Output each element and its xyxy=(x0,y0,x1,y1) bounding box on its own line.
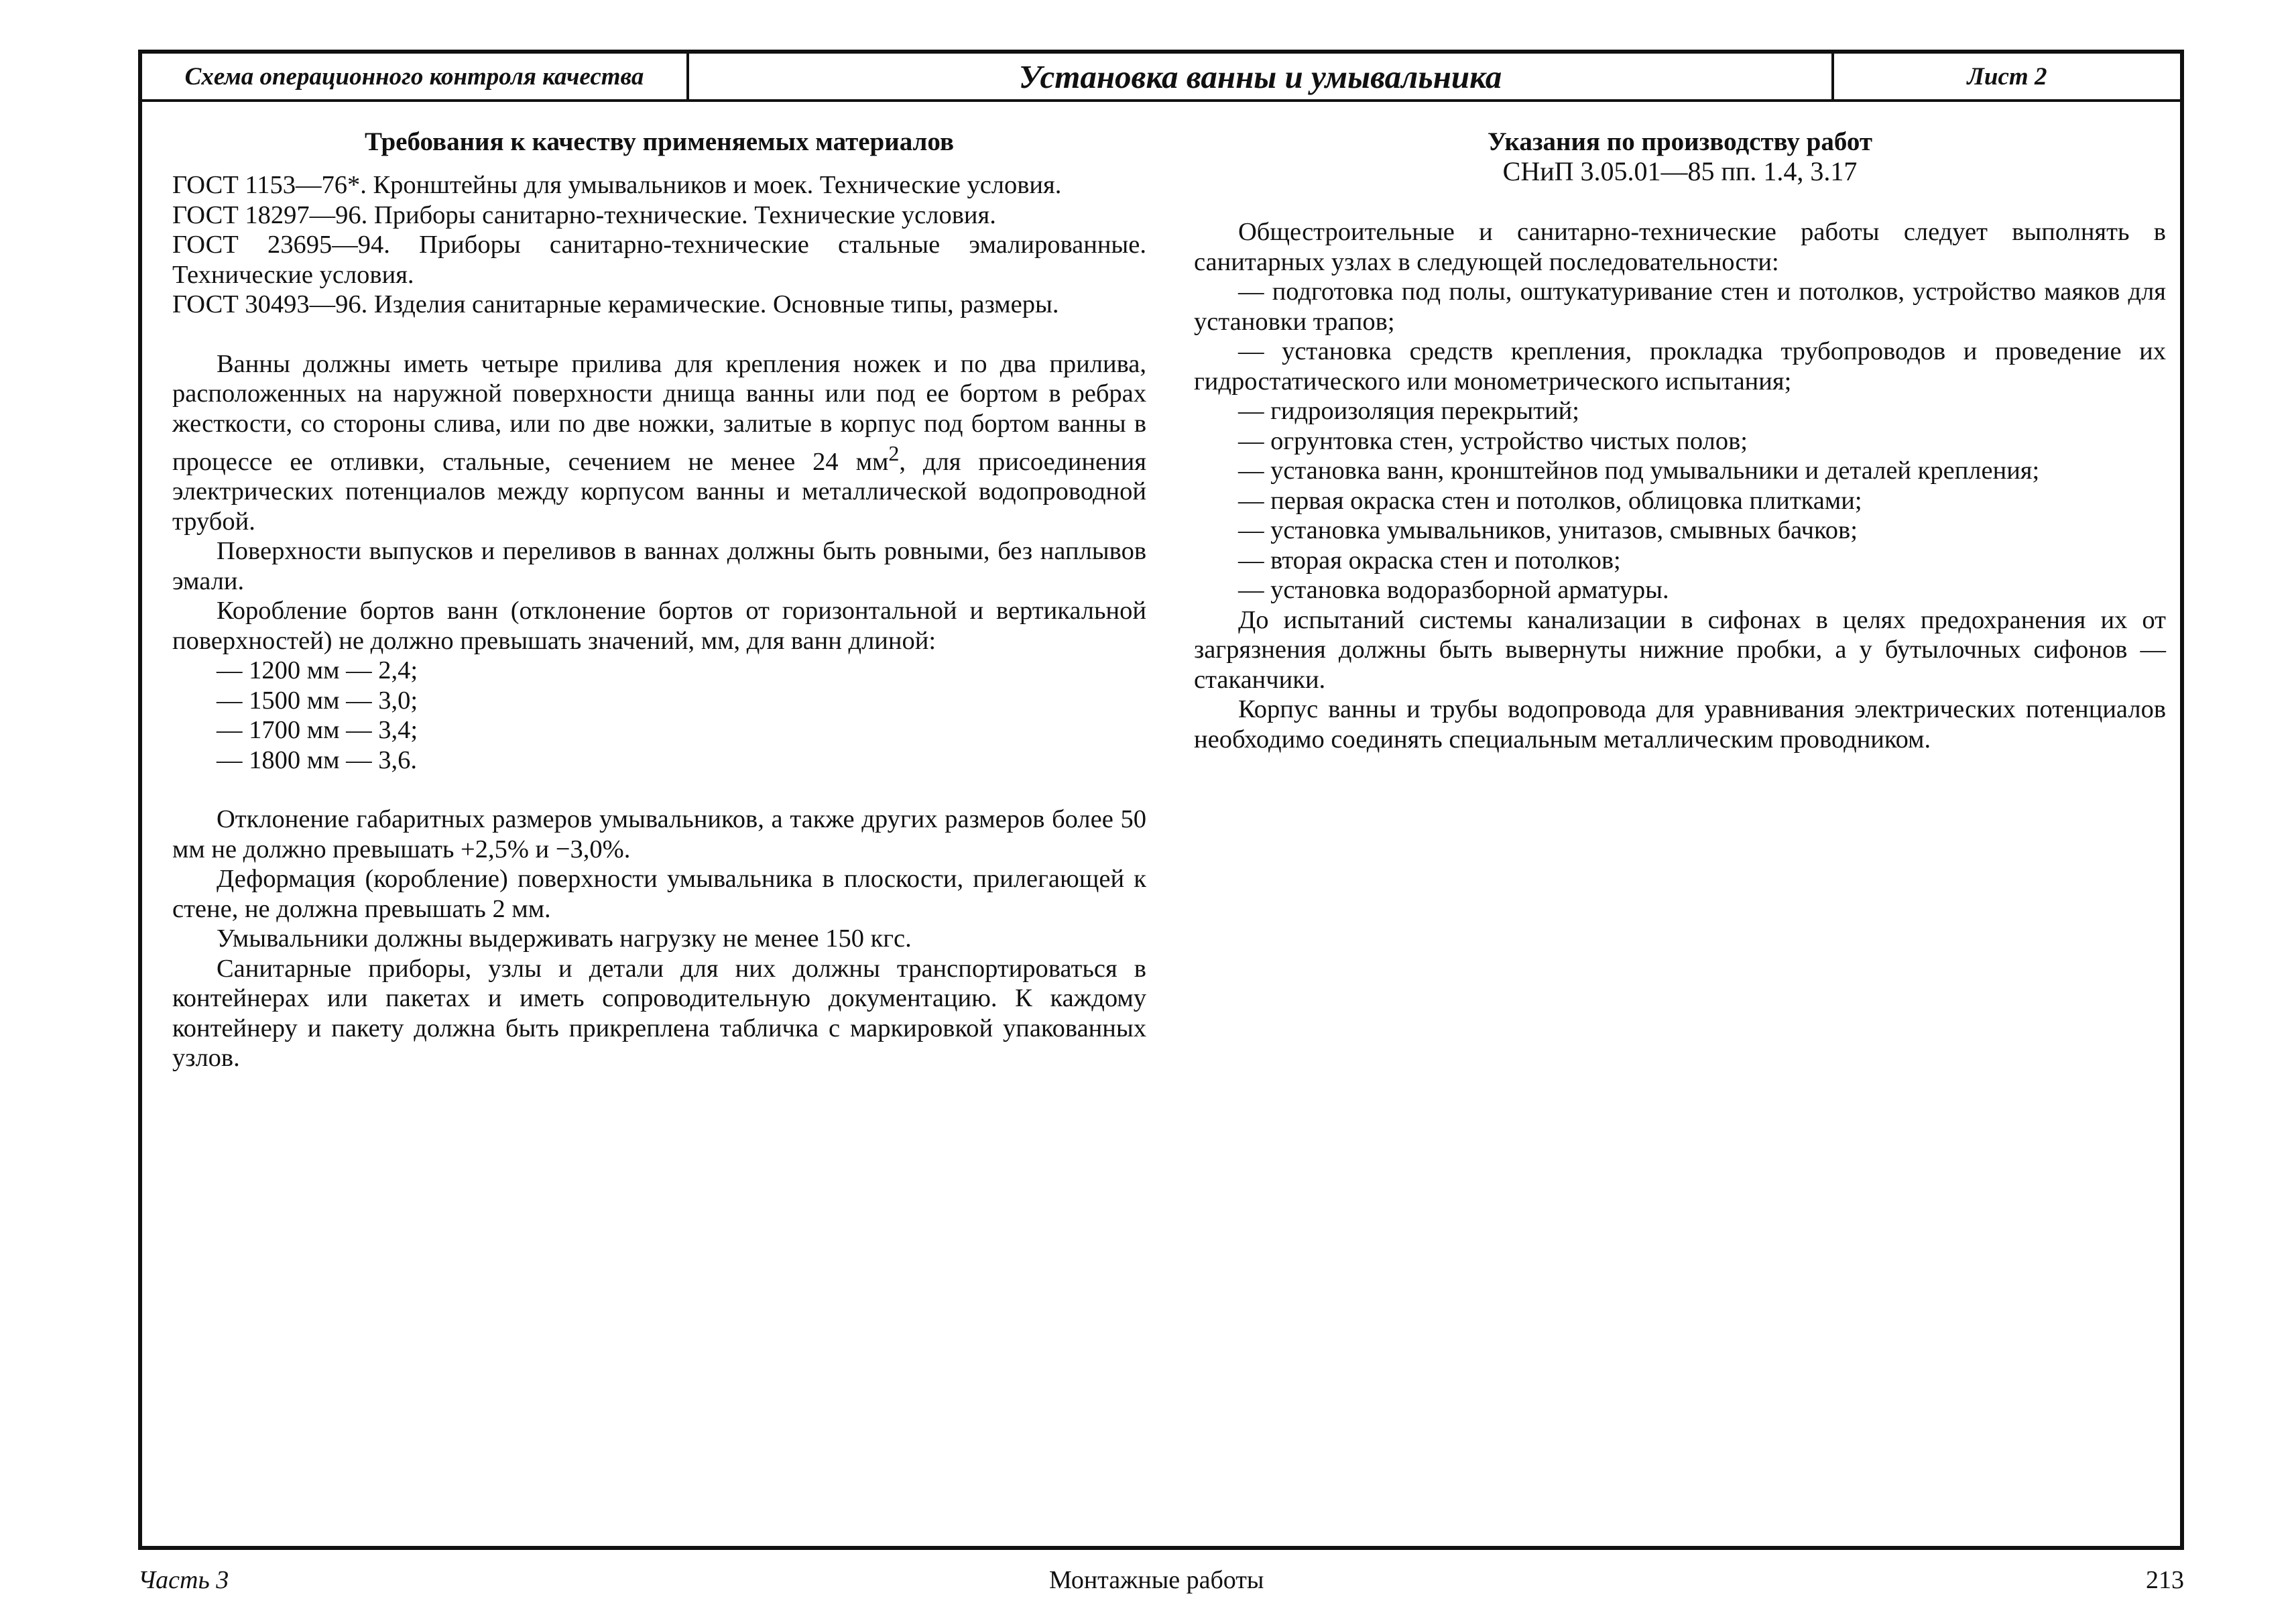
instructions-section-subtitle: СНиП 3.05.01—85 пп. 1.4, 3.17 xyxy=(1502,156,1858,186)
list-item: — 1800 мм — 3,6. xyxy=(217,745,417,774)
load-paragraph: Умывальники должны выдерживать нагрузку не менее 150 кгс. xyxy=(217,924,912,953)
work-instructions-column xyxy=(1194,127,2166,754)
page-frame xyxy=(138,50,2184,1550)
header-sheet-number: Лист 2 xyxy=(1967,62,2047,91)
header-table xyxy=(142,54,2180,102)
list-item: — огрунтовка стен, устройство чистых полов; xyxy=(1238,426,1748,455)
list-item: — подготовка под полы, оштукатуривание стен и потолков, устройство маяков для установки трапов; xyxy=(1194,278,2166,336)
bath-lugs-paragraph xyxy=(172,349,1146,537)
list-item: — установка ванн, кронштейнов под умывальники и деталей крепления; xyxy=(1238,457,2040,485)
list-item: — первая окраска стен и потолков, облицовка плитками; xyxy=(1238,486,1862,515)
list-item: — гидроизоляция перекрытий; xyxy=(1238,397,1579,425)
list-item: — установка средств крепления, прокладка трубопроводов и проведение их гидростатического или монометрического испытания; xyxy=(1194,337,2166,396)
superscript: 2 xyxy=(888,441,900,465)
spacer xyxy=(172,775,1146,804)
sequence-intro-paragraph: Общестроительные и санитарно-технические работы следует выполнять в санитарных узлах в следующей последовательности: xyxy=(1194,218,2166,276)
siphon-paragraph: До испытаний системы канализации в сифонах в целях предохранения их от загрязнения должны быть вывернуты нижние пробки, а у бутылочных сифонов — стаканчики. xyxy=(1194,605,2166,694)
work-sequence-list xyxy=(1194,277,2166,605)
materials-requirements-column xyxy=(172,127,1146,1073)
standard-item: ГОСТ 23695—94. Приборы санитарно-технические стальные эмалированные. Технические условия. xyxy=(172,231,1146,289)
header-title: Установка ванны и умывальника xyxy=(689,54,1834,99)
grounding-paragraph: Корпус ванны и трубы водопровода для уравнивания электрических потенциалов необходимо соединять специальным металлическим проводником. xyxy=(1194,695,2166,754)
bath-lugs-text-end: , для присоединения электрических потенциалов между корпусом ванны и металлической водопроводной трубой. xyxy=(172,447,1146,536)
list-item: — 1700 мм — 3,4; xyxy=(217,716,418,745)
footer-page-number: 213 xyxy=(2146,1566,2184,1594)
list-item: — установка водоразборной арматуры. xyxy=(1238,576,1669,604)
footer-section: Монтажные работы xyxy=(1049,1566,1264,1594)
list-item: — 1200 мм — 2,4; xyxy=(217,656,418,685)
list-item: — 1500 мм — 3,0; xyxy=(217,686,418,715)
outlets-paragraph: Поверхности выпусков и переливов в ваннах должны быть ровными, без наплывов эмали. xyxy=(172,537,1146,595)
standard-item: ГОСТ 1153—76*. Кронштейны для умывальников и моек. Технические условия. xyxy=(172,171,1062,199)
warping-paragraph: Коробление бортов ванн (отклонение бортов от горизонтальной и вертикальной поверхностей) не должно превышать значений, мм, для ванн длиной: xyxy=(172,597,1146,655)
instructions-section-title: Указания по производству работ xyxy=(1488,127,1872,156)
header-document-type: Схема операционного контроля качества xyxy=(142,54,689,99)
footer-part: Часть 3 xyxy=(138,1566,229,1594)
transport-paragraph: Санитарные приборы, узлы и детали для них должны транспортироваться в контейнерах или пакетах и иметь сопроводительную документацию. К каждому контейнеру и пакету должна быть прикреплена табличка с маркировкой упакованных узлов. xyxy=(172,954,1146,1073)
standard-item: ГОСТ 18297—96. Приборы санитарно-технические. Технические условия. xyxy=(172,200,996,229)
standard-item: ГОСТ 30493—96. Изделия санитарные керамические. Основные типы, размеры. xyxy=(172,290,1059,318)
materials-section-title: Требования к качеству применяемых материалов xyxy=(364,127,955,156)
bath-length-list xyxy=(172,656,1146,775)
deformation-paragraph: Деформация (коробление) поверхности умывальника в плоскости, прилегающей к стене, не должна превышать 2 мм. xyxy=(172,865,1146,923)
spacer xyxy=(172,320,1146,349)
bath-lugs-text-start: Ванны должны иметь четыре прилива для крепления ножек и по два прилива, расположенных на наружной поверхности днища ванны или под ее бортом в ребрах жесткости, со стороны слива, или по две ножки, залитые в корпус под бортом ванны в процессе ее отливки, стальные, сечением не менее 24 мм xyxy=(172,349,1146,476)
list-item: — вторая окраска стен и потолков; xyxy=(1238,546,1621,575)
list-item: — установка умывальников, унитазов, смывных бачков; xyxy=(1238,516,1858,544)
dimension-deviation-paragraph: Отклонение габаритных размеров умывальников, а также других размеров более 50 мм не должно превышать +2,5% и −3,0%. xyxy=(172,805,1146,863)
